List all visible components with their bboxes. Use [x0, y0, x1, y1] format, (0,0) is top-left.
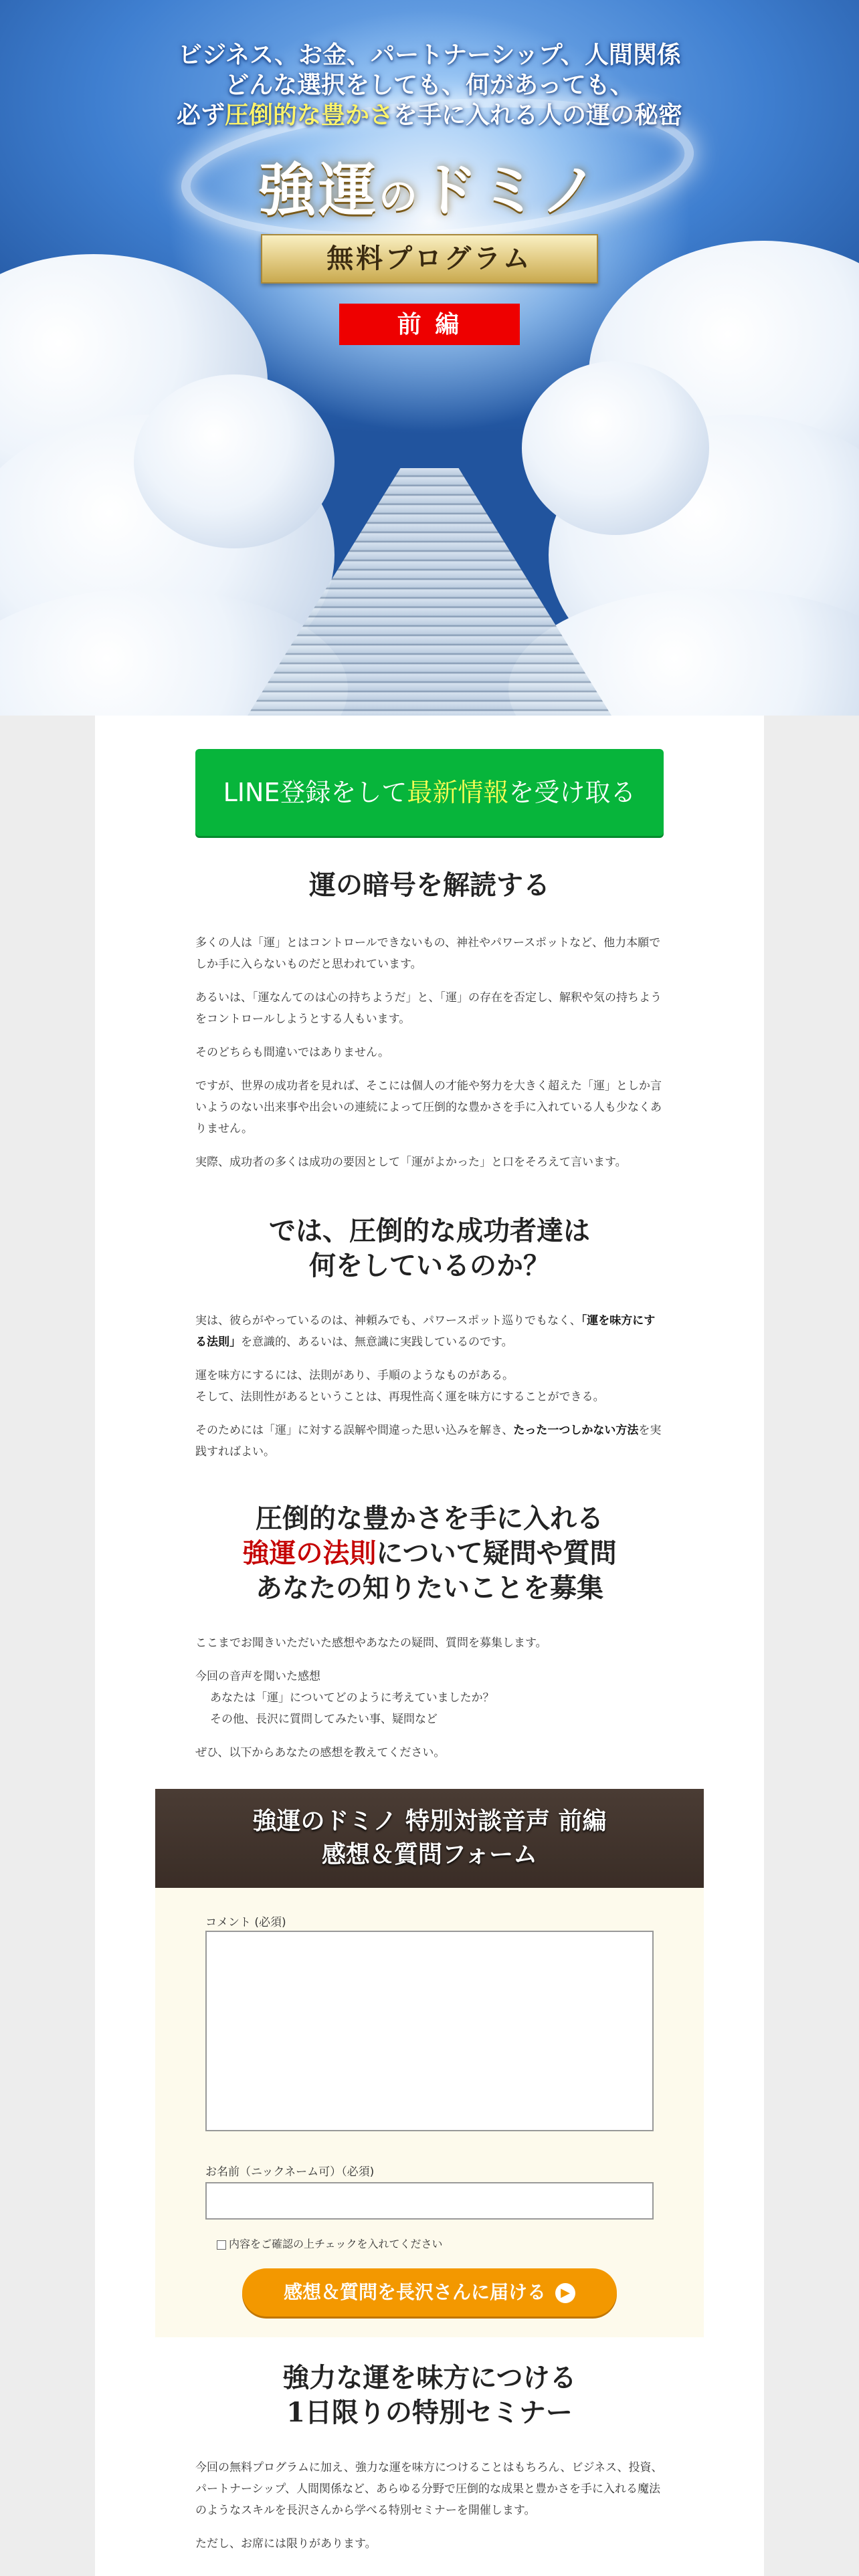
title-part: の [378, 174, 420, 219]
title-part: ドミノ [420, 156, 601, 224]
hero-text [0, 40, 859, 345]
form-title-line: 感想＆質問フォーム [321, 1841, 538, 1868]
paragraph: ただし、お席には限りがあります。 [195, 2537, 377, 2551]
text: 運を味方にするには、法則があり、手順のようなものがある。 [195, 1369, 514, 1382]
heading-red: 強運の法則 [242, 1537, 377, 1569]
section-heading [195, 1214, 664, 1283]
bold-text: 「運を味方にする法則」 [195, 1314, 656, 1349]
name-label: お名前（ニックネーム可）（必須) [205, 2165, 375, 2179]
section-seminar [195, 2361, 664, 2567]
part-badge: 前 編 [339, 304, 520, 345]
arrow-right-icon: ▶ [555, 2283, 575, 2303]
name-input[interactable] [205, 2182, 654, 2220]
text: 今回の音声を聞いた感想 [195, 1670, 320, 1683]
heading-line: 何をしているのか？ [309, 1250, 550, 1281]
confirm-checkbox[interactable] [217, 2240, 226, 2250]
paragraph: そのどちらも間違いではありません。 [195, 1046, 390, 1059]
text: その他、長沢に質問してみたい事、疑問など [210, 1713, 438, 1726]
confirm-row [217, 2236, 443, 2251]
confirm-label: 内容をご確認の上チェックを入れてください [229, 2238, 443, 2250]
program-subtitle: 無料プログラム [261, 234, 598, 284]
heading-line: あなたの知りたいことを募集 [256, 1572, 603, 1604]
paragraph: ぜひ、以下からあなたの感想を教えてください。 [195, 1746, 446, 1759]
heading-line: 圧倒的な豊かさを手に入れる [256, 1503, 603, 1534]
form-title-line: 強運のドミノ 特別対談音声 前編 [252, 1808, 607, 1835]
text: を意識的、あるいは、無意識に実践しているのです。 [241, 1335, 513, 1349]
paragraph: 多くの人は「運」とはコントロールできないもの、神社やパワースポットなど、他力本願でしか手に入らないものだと思われています。 [195, 936, 661, 971]
submit-button[interactable] [242, 2268, 617, 2317]
section-heading [195, 1501, 664, 1606]
tagline-line: を手に入れる人の運の秘密 [393, 101, 683, 129]
heading-line: では、圧倒的な成功者達は [269, 1215, 590, 1247]
text: を実践すればよい。 [195, 1424, 662, 1459]
title-part: 強運 [258, 156, 379, 224]
section-heading [195, 2361, 664, 2430]
line-button-highlight: 最新情報 [407, 778, 509, 807]
tagline-line: ビジネス、お金、パートナーシップ、人間関係 [178, 41, 681, 69]
section-decode-luck [195, 868, 664, 1185]
bold-text: たった一つしかない方法 [513, 1424, 639, 1437]
line-button-text: LINE登録をして [223, 778, 407, 807]
section-question-call [195, 1501, 664, 1776]
text: そして、法則性があるということは、再現性高く運を味方にすることができる。 [195, 1390, 605, 1404]
text: 実は、彼らがやっているのは、神頼みでも、パワースポット巡りでもなく、 [195, 1314, 581, 1327]
paragraph [195, 1666, 664, 1730]
section-heading: 運の暗号を解読する [309, 869, 550, 901]
paragraph: ここまでお聞きいただいた感想やあなたの疑問、質問を募集します。 [195, 1636, 547, 1650]
hero-tagline [0, 40, 859, 130]
cloud-decoration [134, 374, 335, 548]
paragraph [195, 1365, 664, 1408]
hero-title [0, 157, 859, 230]
tagline-highlight: 圧倒的な豊かさ [224, 101, 393, 129]
form-header [155, 1789, 704, 1888]
comment-label: コメント (必須) [205, 1916, 286, 1929]
submit-label: 感想＆質問を長沢さんに届ける [283, 2281, 546, 2303]
tagline-line: 必ず [176, 101, 225, 129]
cloud-decoration [522, 361, 709, 535]
paragraph: ですが、世界の成功者を見れば、そこには個人の才能や努力を大きく超えた「運」としか言いようのない出来事や出会いの連続によって圧倒的な豊かさを手に入れている人も少なくありません。 [195, 1079, 662, 1136]
line-button-text: を受け取る [508, 778, 636, 807]
main-content [95, 716, 764, 2576]
comment-textarea[interactable] [205, 1931, 654, 2131]
hero-banner [0, 0, 859, 716]
heading-line: 1日限りの特別セミナー [286, 2397, 573, 2428]
paragraph: 実際、成功者の多くは成功の要因として「運がよかった」と口をそろえて言います。 [195, 1156, 627, 1169]
feedback-form [155, 1789, 704, 2337]
section-successful-people [195, 1214, 664, 1475]
line-register-button[interactable] [195, 749, 664, 836]
heading-line: について疑問や質問 [376, 1537, 617, 1569]
heading-line: 強力な運を味方につける [282, 2362, 577, 2393]
tagline-line: どんな選択をしても、何があっても、 [225, 71, 634, 99]
text: そのためには「運」に対する誤解や間違った思い込みを解き、 [195, 1424, 514, 1437]
text: あなたは「運」についてどのように考えていましたか？ [210, 1691, 494, 1705]
paragraph [195, 1310, 664, 1353]
paragraph: あるいは、「運なんてのは心の持ちようだ」と、「運」の存在を否定し、解釈や気の持ちようをコントロールしようとする人もいます。 [195, 991, 662, 1026]
paragraph: 今回の無料プログラムに加え、強力な運を味方につけることはもちろん、ビジネス、投資、パートナーシップ、人間関係など、あらゆる分野で圧倒的な成果と豊かさを手に入れる魔法のようなスキルを長沢さんから学べる特別セミナーを開催します。 [195, 2461, 663, 2517]
paragraph [195, 1420, 664, 1463]
